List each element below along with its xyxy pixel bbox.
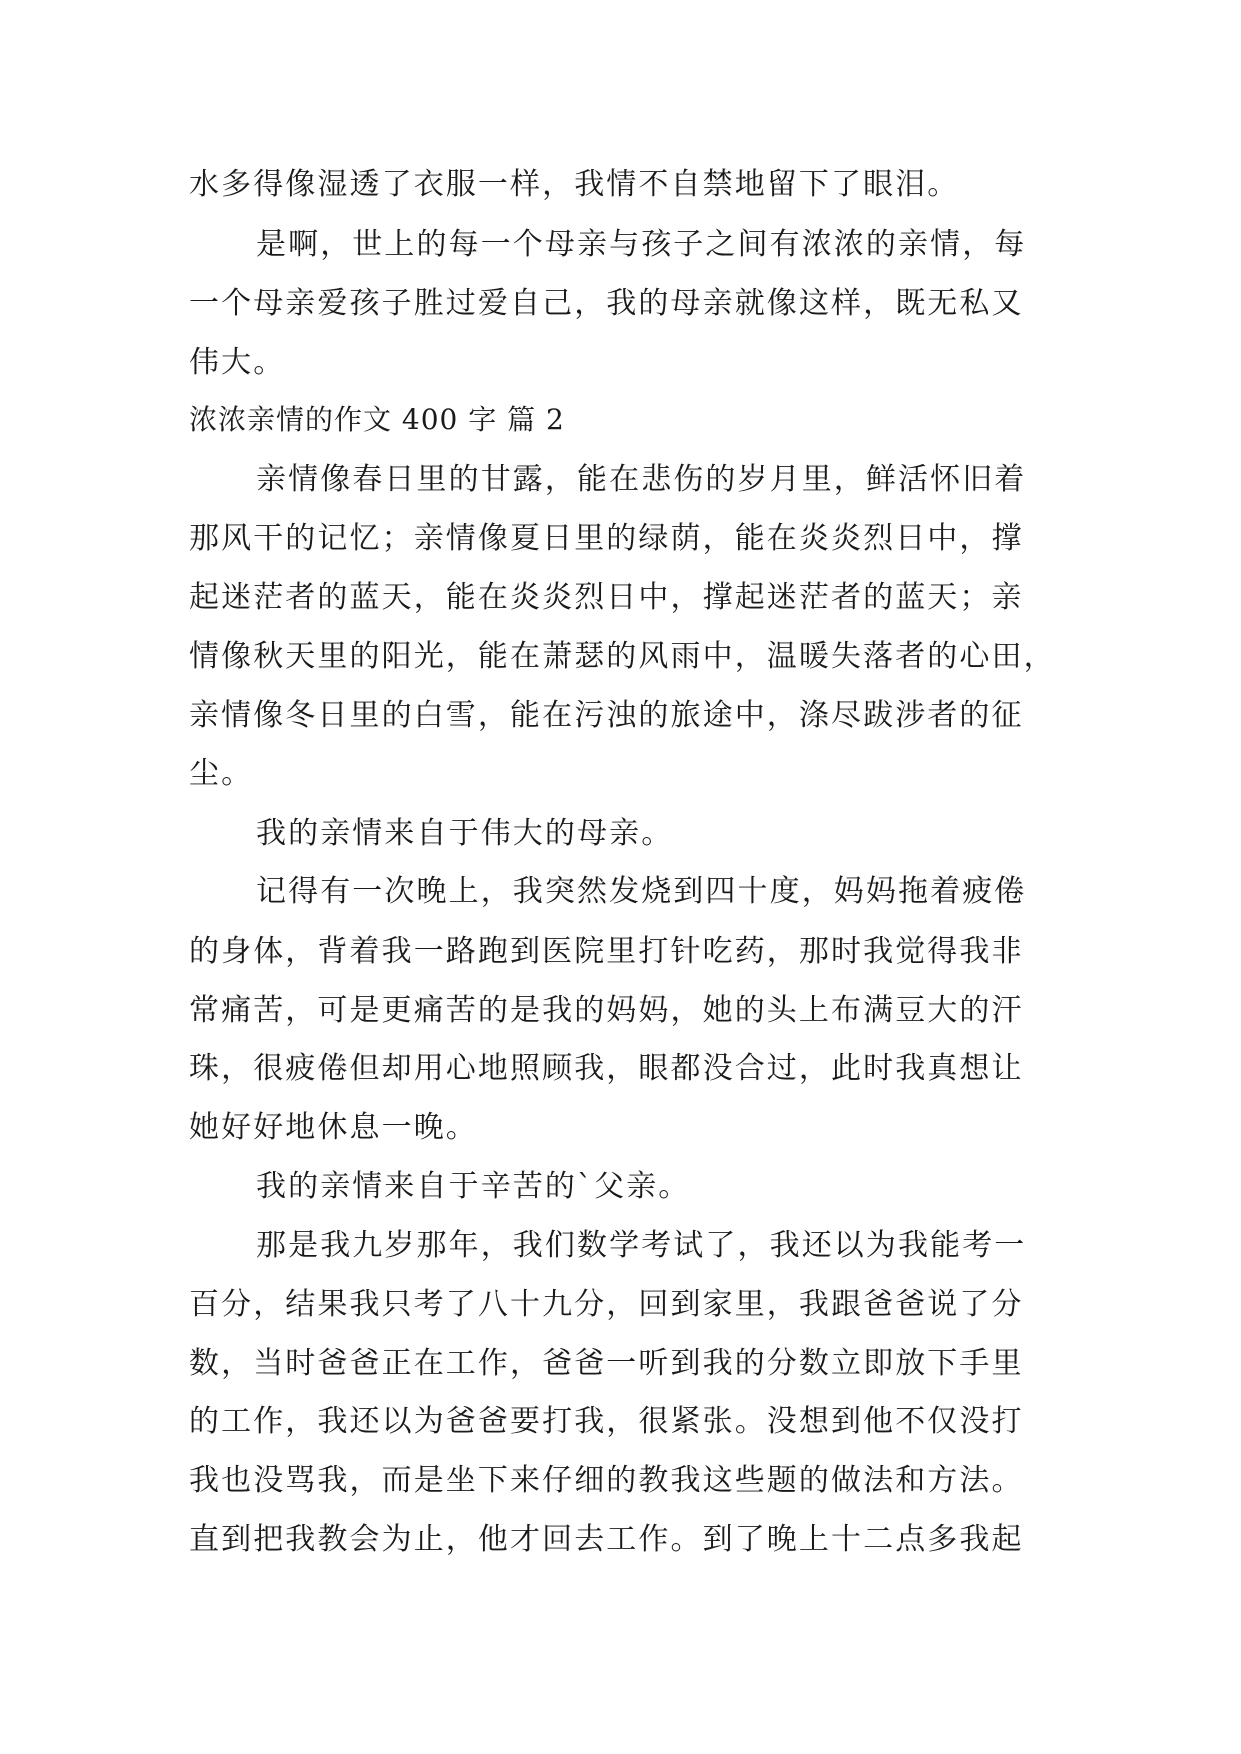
- paragraph-first-line: 我的亲情来自于辛苦的`父亲。: [256, 1169, 691, 1204]
- text-line: 的工作，我还以为爸爸要打我，很紧张。没想到他不仅没打: [189, 1404, 1024, 1439]
- text-line: 直到把我教会为止，他才回去工作。到了晚上十二点多我起: [189, 1522, 1024, 1557]
- section-heading: 浓浓亲情的作文 400 字 篇 2: [189, 403, 565, 436]
- paragraph-first-line: 那是我九岁那年，我们数学考试了，我还以为我能考一: [256, 1228, 1027, 1263]
- paragraph-first-line: 亲情像春日里的甘露，能在悲伤的岁月里，鲜活怀旧着: [256, 462, 1027, 497]
- paragraph-first-line: 记得有一次晚上，我突然发烧到四十度，妈妈拖着疲倦: [256, 874, 1027, 909]
- text-line: 的身体，背着我一路跑到医院里打针吃药，那时我觉得我非: [189, 934, 1024, 969]
- text-line: 珠，很疲倦但却用心地照顾我，眼都没合过，此时我真想让: [189, 1051, 1024, 1086]
- text-line: 那风干的记忆；亲情像夏日里的绿荫，能在炎炎烈日中，撑: [189, 521, 1024, 556]
- text-line: 数，当时爸爸正在工作，爸爸一听到我的分数立即放下手里: [189, 1346, 1024, 1381]
- text-line: 百分，结果我只考了八十九分，回到家里，我跟爸爸说了分: [189, 1287, 1024, 1322]
- paragraph-first-line: 是啊，世上的每一个母亲与孩子之间有浓浓的亲情，每: [256, 227, 1027, 262]
- text-line: 一个母亲爱孩子胜过爱自己，我的母亲就像这样，既无私又: [189, 286, 1024, 321]
- text-line: 水多得像湿透了衣服一样，我情不自禁地留下了眼泪。: [189, 167, 960, 202]
- text-line: 尘。: [189, 756, 254, 791]
- text-line: 伟大。: [189, 345, 286, 380]
- text-line: 起迷茫者的蓝天，能在炎炎烈日中，撑起迷茫者的蓝天；亲: [189, 580, 1024, 615]
- text-line: 情像秋天里的阳光，能在萧瑟的风雨中，温暖失落者的心田，: [189, 639, 1056, 674]
- text-line: 她好好地休息一晚。: [189, 1110, 478, 1145]
- paragraph-first-line: 我的亲情来自于伟大的母亲。: [256, 816, 674, 851]
- text-line: 亲情像冬日里的白雪，能在污浊的旅途中，涤尽跋涉者的征: [189, 698, 1024, 733]
- text-line: 常痛苦，可是更痛苦的是我的妈妈，她的头上布满豆大的汗: [189, 993, 1024, 1028]
- text-line: 我也没骂我，而是坐下来仔细的教我这些题的做法和方法。: [189, 1463, 1024, 1498]
